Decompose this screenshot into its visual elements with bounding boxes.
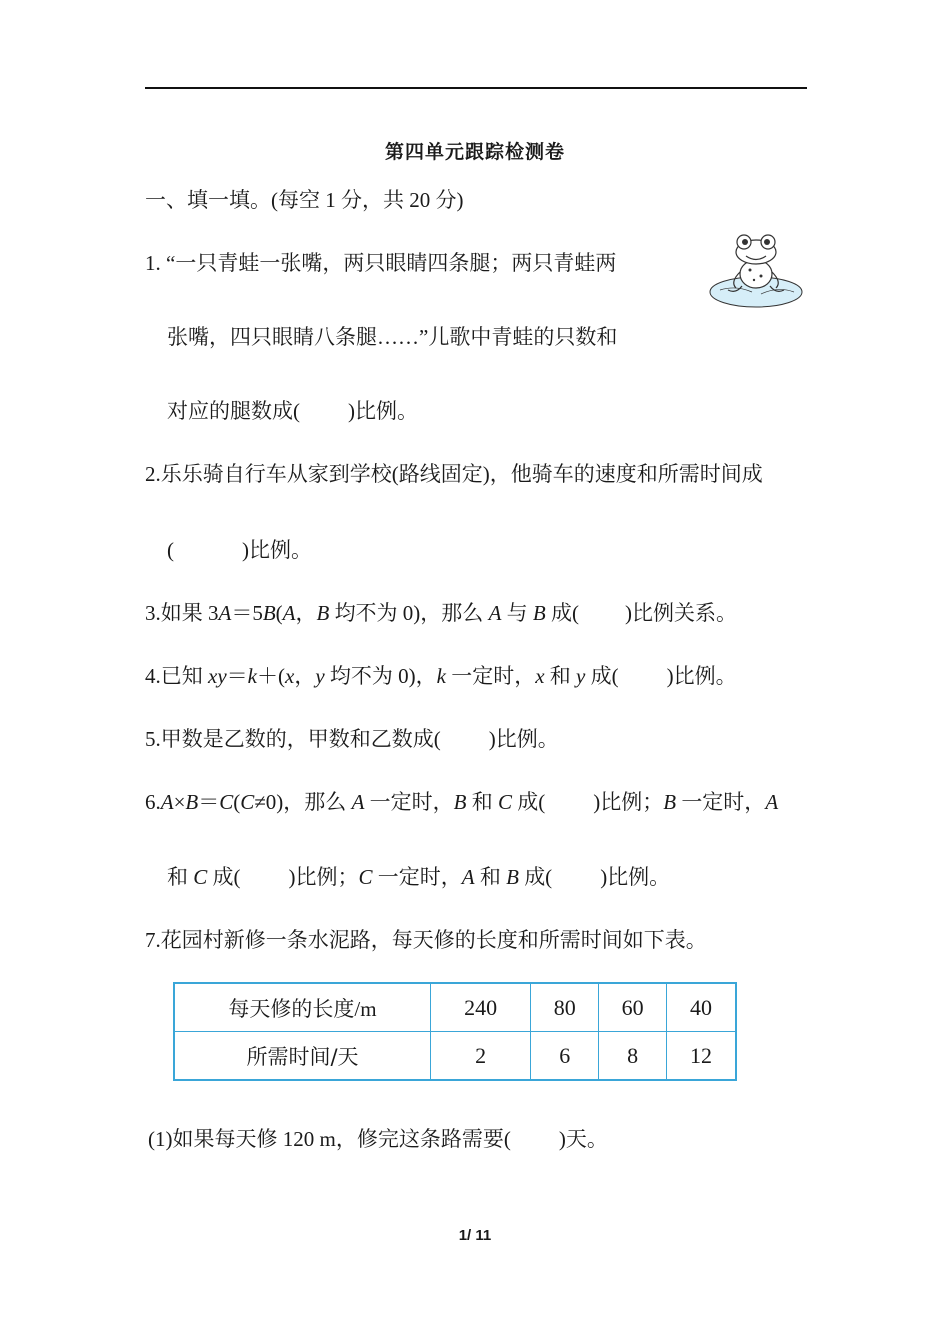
table-cell: 240 [431, 983, 531, 1032]
question-1-line-3: 对应的腿数成( )比例。 [167, 399, 418, 423]
table-cell: 8 [599, 1032, 667, 1081]
document-title: 第四单元跟踪检测卷 [384, 141, 565, 163]
frog-on-lily-pad-illustration [706, 230, 806, 310]
question-3: 3.如果 3A＝5B(A，B 均不为 0)，那么 A 与 B 成( )比例关系。 [145, 601, 737, 625]
question-6-line-2: 和 C 成( )比例；C 一定时，A 和 B 成( )比例。 [167, 865, 671, 889]
page-number: 1/ 11 [458, 1227, 492, 1244]
row-header-length: 每天修的长度/m [174, 983, 431, 1032]
question-7-sub-1: (1)如果每天修 120 m，修完这条路需要( )天。 [148, 1127, 608, 1151]
question-2-line-1: 2.乐乐骑自行车从家到学校(路线固定)，他骑车的速度和所需时间成 [145, 462, 763, 486]
table-cell: 40 [667, 983, 736, 1032]
row-header-time: 所需时间/天 [174, 1032, 431, 1081]
question-7-stem: 7.花园村新修一条水泥路，每天修的长度和所需时间如下表。 [145, 928, 707, 952]
section-heading: 一、填一填。(每空 1 分，共 20 分) [145, 188, 464, 212]
road-length-time-table [173, 982, 737, 1081]
table-cell: 80 [531, 983, 599, 1032]
table-cell: 12 [667, 1032, 736, 1081]
table-row [174, 983, 736, 1032]
table-row [174, 1032, 736, 1081]
table-cell: 2 [431, 1032, 531, 1081]
table-cell: 60 [599, 983, 667, 1032]
top-rule [145, 87, 807, 89]
question-4: 4.已知 xy＝k＋(x，y 均不为 0)，k 一定时，x 和 y 成( )比例。 [145, 664, 737, 688]
question-6-line-1: 6.A×B＝C(C≠0)，那么 A 一定时，B 和 C 成( )比例；B 一定时，A [145, 790, 779, 814]
question-2-line-2: ( )比例。 [167, 538, 312, 562]
question-1-line-1: 1. “一只青蛙一张嘴，两只眼睛四条腿；两只青蛙两 [145, 251, 617, 275]
question-1-line-2: 张嘴，四只眼睛八条腿……”儿歌中青蛙的只数和 [167, 325, 618, 349]
question-5: 5.甲数是乙数的，甲数和乙数成( )比例。 [145, 727, 559, 751]
table-cell: 6 [531, 1032, 599, 1081]
